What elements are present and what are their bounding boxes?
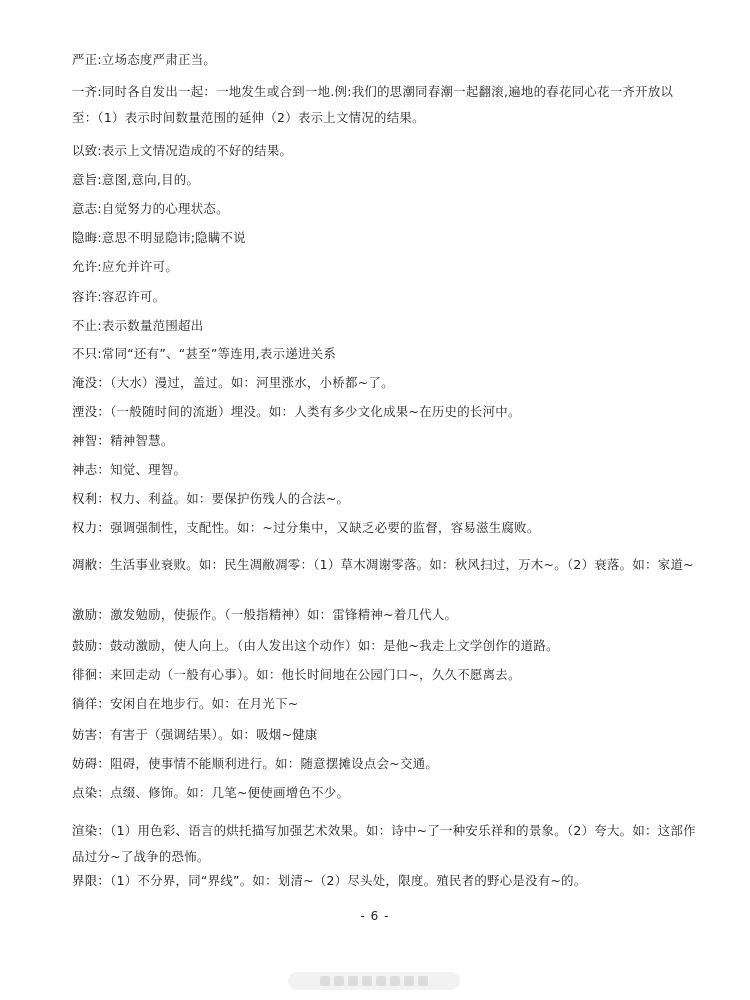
entry-colon: : (97, 318, 102, 333)
entry-definition: （1）不分界，同“界线”。如：划清~（2）尽头处，限度。殖民者的野心是没有~的。 (110, 873, 587, 888)
entry-definition: 生活事业衰败。如：民生凋敝凋零：（1）草木凋谢零落。如：秋风扫过，万木~。（2）衰落。如：家道~ (110, 557, 694, 572)
entry-definition: 来回走动（一般有心事）。如：他长时间地在公园门口~，久久不愿离去。 (110, 667, 521, 682)
entry-colon: ： (97, 873, 111, 888)
entry-term: 凋敝 (72, 557, 98, 572)
entry-definition: 安闲自在地步行。如：在月光下~ (110, 696, 299, 711)
entry-buzhi-only (72, 341, 692, 367)
entry-diaobi (72, 552, 698, 578)
entry-definition: 立场态度严肃正当。 (101, 52, 217, 67)
entry-term: 允许 (72, 259, 98, 274)
entry-quanli (72, 486, 692, 512)
entry-colon: ： (97, 520, 111, 535)
entry-guli (72, 633, 692, 659)
entry-colon: ： (97, 462, 111, 477)
entry-term: 神志 (72, 462, 98, 477)
entry-yunxu (72, 254, 692, 280)
entry-definition: 知觉、理智。 (110, 462, 187, 477)
entry-colon: ： (97, 756, 111, 771)
watermark-icon (376, 976, 386, 986)
entry-yizhi-will (72, 196, 692, 222)
entry-definition: 权力、利益。如：要保护伤残人的合法~。 (110, 491, 350, 506)
entry-colon: ： (97, 433, 111, 448)
watermark-icon (418, 976, 428, 986)
watermark-icon (404, 976, 414, 986)
entry-term: 徜徉 (72, 696, 98, 711)
entry-colon: : (97, 289, 102, 304)
entry-colon: : (97, 143, 102, 158)
entry-definition: 精神智慧。 (110, 433, 174, 448)
entry-definition: 容忍许可。 (101, 289, 166, 304)
entry-shenzhi-mind (72, 457, 692, 483)
watermark-bar (288, 972, 460, 990)
entry-term: 神智 (72, 433, 98, 448)
entry-colon: : (97, 201, 102, 216)
entry-colon: ： (97, 727, 111, 742)
entry-term: 渲染 (72, 823, 98, 838)
entry-colon: ： (97, 375, 111, 390)
entry-term: 意旨 (72, 172, 98, 187)
watermark-icon (362, 976, 372, 986)
entry-term: 点染 (72, 785, 98, 800)
entry-shenzhi (72, 428, 692, 454)
entry-definition: 表示上文情况造成的不好的结果。 (101, 143, 293, 158)
watermark-icon (390, 976, 400, 986)
entry-definition: 有害于（强调结果）。如：吸烟~健康 (110, 727, 318, 742)
entry-definition: （大水）漫过，盖过。如：河里涨水，小桥都~了。 (110, 375, 394, 390)
entry-colon: ： (97, 638, 111, 653)
entry-colon: : (97, 172, 102, 187)
entry-term: 界限 (72, 873, 98, 888)
entry-definition: （1）用色彩、语言的烘托描写加强艺术效果。如：诗中~了一种安乐祥和的景象。（2）夸大。如：这部作品过分~了战争的恐怖。 (72, 823, 696, 864)
entry-term: 意志 (72, 201, 98, 216)
entry-colon: : (97, 230, 102, 245)
entry-term: 鼓励 (72, 638, 98, 653)
entry-changyang (72, 691, 692, 717)
entry-definition: 自觉努力的心理状态。 (101, 201, 229, 216)
entry-definition: 意图,意向,目的。 (101, 172, 200, 187)
entry-colon: ： (97, 785, 111, 800)
entry-fangai (72, 751, 692, 777)
entry-colon: : (97, 84, 102, 99)
entry-colon: ： (97, 823, 111, 838)
entry-jili (72, 602, 692, 628)
entry-yiqi (72, 79, 698, 131)
entry-definition: 表示数量范围超出 (101, 318, 204, 333)
entry-term: 一齐 (72, 84, 98, 99)
entry-colon: : (97, 346, 102, 361)
entry-definition: 激发勉励，使振作。（一般指精神）如：雷锋精神~着几代人。 (110, 607, 458, 622)
entry-term: 妨害 (72, 727, 98, 742)
entry-quanli-power (72, 515, 692, 541)
entry-xuanran (72, 818, 698, 870)
entry-term: 妨碍 (72, 756, 98, 771)
entry-buzhi (72, 313, 692, 339)
watermark-icon (320, 976, 330, 986)
entry-yanmo-buried (72, 399, 692, 425)
entry-term: 激励 (72, 607, 98, 622)
entry-yizhi-intent (72, 167, 692, 193)
entry-colon: ： (97, 491, 111, 506)
entry-colon: : (97, 259, 102, 274)
entry-term: 不止 (72, 318, 98, 333)
entry-yanzheng (72, 47, 692, 73)
entry-term: 容许 (72, 289, 98, 304)
entry-dianran (72, 780, 692, 806)
entry-yizhi (72, 138, 692, 164)
entry-term: 权力 (72, 520, 98, 535)
page-number: - 6 - (360, 909, 390, 923)
entry-yanmo (72, 370, 692, 396)
entry-colon: ： (97, 696, 111, 711)
entry-term: 徘徊 (72, 667, 98, 682)
entry-fanghai (72, 722, 692, 748)
entry-paihuai (72, 662, 692, 688)
entry-colon: ： (97, 607, 111, 622)
entry-colon: ： (97, 667, 111, 682)
entry-jiexian (72, 868, 692, 894)
entry-definition: （一般随时间的流逝）埋没。如：人类有多少文化成果~在历史的长河中。 (110, 404, 521, 419)
entry-term: 不只 (72, 346, 98, 361)
entry-term: 严正 (72, 52, 98, 67)
entry-definition: 同时各自发出一起：一地发生或合到一地.例:我们的思潮同春潮一起翻滚,遍地的春花同心花一齐开放以至：（1）表示时间数量范围的延伸（2）表示上文情况的结果。 (72, 84, 674, 125)
entry-colon: ： (97, 557, 111, 572)
entry-definition: 应允并许可。 (101, 259, 179, 274)
entry-rongxu (72, 284, 692, 310)
entry-term: 淹没 (72, 375, 98, 390)
entry-definition: 点缀、修饰。如：几笔~便使画增色不少。 (110, 785, 350, 800)
entry-colon: : (97, 52, 102, 67)
entry-definition: 意思不明显隐讳;隐瞒不说 (101, 230, 246, 245)
entry-term: 湮没 (72, 404, 98, 419)
entry-yinhui (72, 225, 692, 251)
entry-term: 隐晦 (72, 230, 98, 245)
entry-definition: 阻碍，使事情不能顺利进行。如：随意摆摊设点会~交通。 (110, 756, 439, 771)
watermark-icon (334, 976, 344, 986)
entry-definition: 强调强制性，支配性。如：~过分集中，又缺乏必要的监督，容易滋生腐败。 (110, 520, 540, 535)
entry-term: 权利 (72, 491, 98, 506)
entry-definition: 鼓动激励，使人向上。（由人发出这个动作）如：是他~我走上文学创作的道路。 (110, 638, 559, 653)
entry-colon: ： (97, 404, 111, 419)
entry-definition: 常同“还有”、“甚至”等连用,表示递进关系 (101, 346, 337, 361)
watermark-icon (348, 976, 358, 986)
entry-term: 以致 (72, 143, 98, 158)
